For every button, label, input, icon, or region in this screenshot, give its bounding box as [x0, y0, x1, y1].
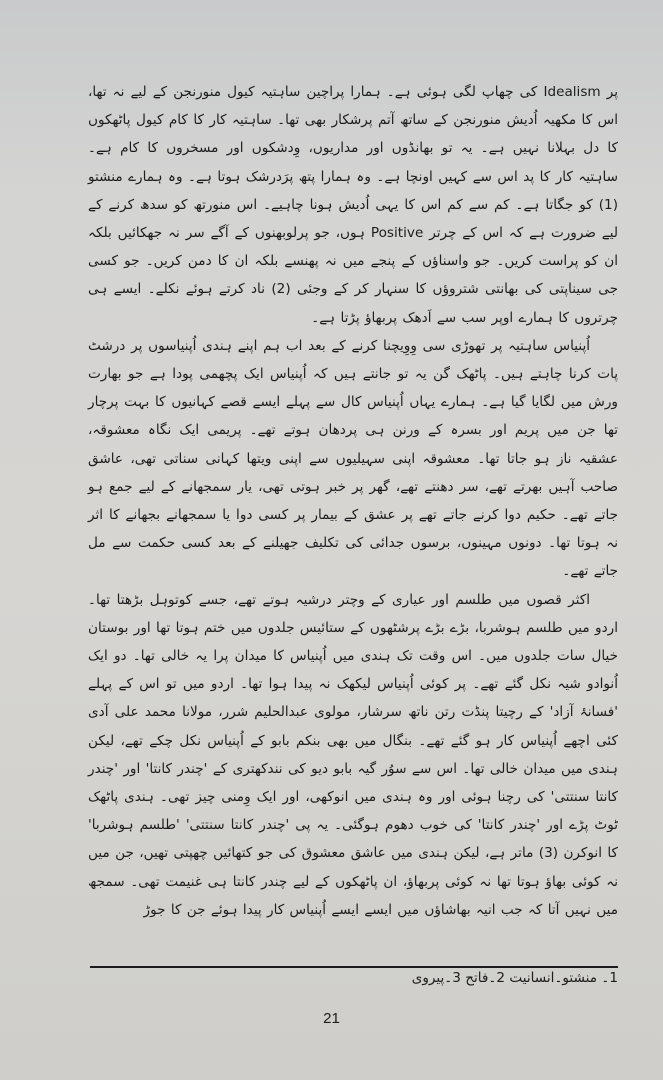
page-number: 21: [323, 1010, 340, 1027]
body-text: [88, 78, 618, 924]
paragraph-3: اکثر قصوں میں طلسم اور عیاری کے وچتر درشیہ ہوتے تھے، جسے کوتوہل بڑھتا تھا۔ اردو میں طلسم ہوشربا، بڑے بڑے پرشٹھوں کے ستائیس جلدوں میں ختم ہوتا تھا اور بوستان خیال سات جلدوں میں۔ اس وقت تک ہندی میں اُپنیاس کا میدان پرا یہ خالی تھا۔ دو ایک اُنوادو شیہ نکل گئے تھے۔ پر کوئی اُپنیاس لیکھک نہ پیدا ہوا تھا۔ اردو میں تو اس کے پہلے 'فسانۂ آزاد' کے رچیتا پنڈت رتن ناتھ سرشار، مولوی عبدالحلیم شرر، مولانا محمد علی آدی کئی اچھے اُپنیاس کار ہو گئے تھے۔ بنگال میں بھی بنکم بابو کے اُپنیاس نکل چکے تھے، لیکن ہندی میں میدان خالی تھا۔ اس سے سوُر گیہ بابو دیو کی نندکھتری کے 'چندر کانتا' اور 'چندر کانتا سنتتی' کی رچنا ہوئی اور وہ ہندی میں انوکھی، اور ایک وِمنی چیز تھی۔ ہندی پاٹھک ٹوٹ پڑے اور 'چندر کانتا' کی خوب دھوم ہوگئی۔ یہ پی 'چندر کانتا سنتتی' 'طلسم ہوشربا' کا انوکرن (3) ماتر ہے، لیکن ہندی میں عاشق معشوق کی جو کتھائیں چھپتی تھیں، جن میں نہ کوئی بھاؤ ہوتا تھا نہ کوئی پربھاؤ، ان پاٹھکوں کے لیے چندر کانتا ہی غنیمت تھی۔ سمجھ میں نہیں آتا کہ جب انیہ بھاشاؤں میں ایسے ایسے اُپنیاس کار پیدا ہوئے جن کا جوڑ: [88, 591, 618, 918]
paragraph-1: پر Idealism کی چھاپ لگی ہوئی ہے۔ ہمارا پراچین ساہتیہ کیول منورنجن کے لیے نہ تھا، اس کا مکھیہ اُدیش منورنجن کے ساتھ آتم پرشکار بھی تھا۔ ساہتیہ کار کا کام کیول پاٹھکوں کا دل بہلانا نہیں ہے۔ یہ تو بھانڈوں اور مداریوں، وِدشکوں اور مسخروں کا کام ہے۔ ساہتیہ کار کا پد اس سے کہیں اونچا ہے۔ وہ ہمارا پتھ پرَدرشک ہوتا ہے۔ وہ ہمارے منشتو (1) کو جگاتا ہے۔ کم سے کم اس کا یہی اُدیش ہونا چاہیے۔ اس منورتھ کو سدھ کرنے کے لیے ضرورت ہے کہ اس کے چرتر Positive ہوں، جو پرلوبھنوں کے آگے سر نہ جھکائیں بلکہ ان کو پراست کریں۔ جو واسناؤں کے پنجے میں نہ پھنسے بلکہ ان کا دمن کریں۔ جو کسی جی سیناپتی کی بھانتی شتروؤں کا سنہار کر کے وجئی (2) ناد کرتے ہوئے نکلے۔ ایسے ہی چرتروں کا ہمارے اوپر سب سے اَدھک پربھاؤ پڑتا ہے۔: [88, 84, 619, 326]
paragraph-2: اُپنیاس ساہتیہ پر تھوڑی سی وِوِیچنا کرنے کے بعد اب ہم اپنے ہندی اُپنیاسوں پر درشٹ پات کرنا چاہتے ہیں۔ پاٹھک گن یہ تو جانتے ہیں کہ اُپنیاس ایک پچھمی پودا ہے جو بھارت ورش میں لگایا گیا ہے۔ ہمارے یہاں اُپنیاس کال سے پہلے ایسے قصے کہانیوں کا بہت پرچار تھا جن میں پریم اور بسرہ کے ورنن ہی پردھان ہوتے تھے۔ پریمی ایک نگاہ معشوقہ، عشقیہ ناز ہو جاتا تھا۔ معشوقہ اپنی سہیلیوں سے اپنی ویتھا کہانی سناتی تھی، عاشق صاحب آہیں بھرتے تھے، سر دھنتے تھے، گھر پر خبر ہوتی تھی، یار سمجھانے کے لیے جمع ہو جاتے تھے۔ حکیم دوا کرنے جاتے تھے پر عشق کے بیمار پر کسی دوا یا سمجھانے بجھانے کا اثر نہ ہوتا تھا۔ دونوں مہینوں، برسوں جدائی کی تکلیف جھیلنے کے بعد کسی حکمت سے مل جاتے تھے۔: [88, 337, 618, 580]
footnote: 1۔ منشتو۔انسانیت 2۔فاتح 3۔پیروی: [411, 970, 618, 986]
footnote-divider: [90, 966, 618, 968]
